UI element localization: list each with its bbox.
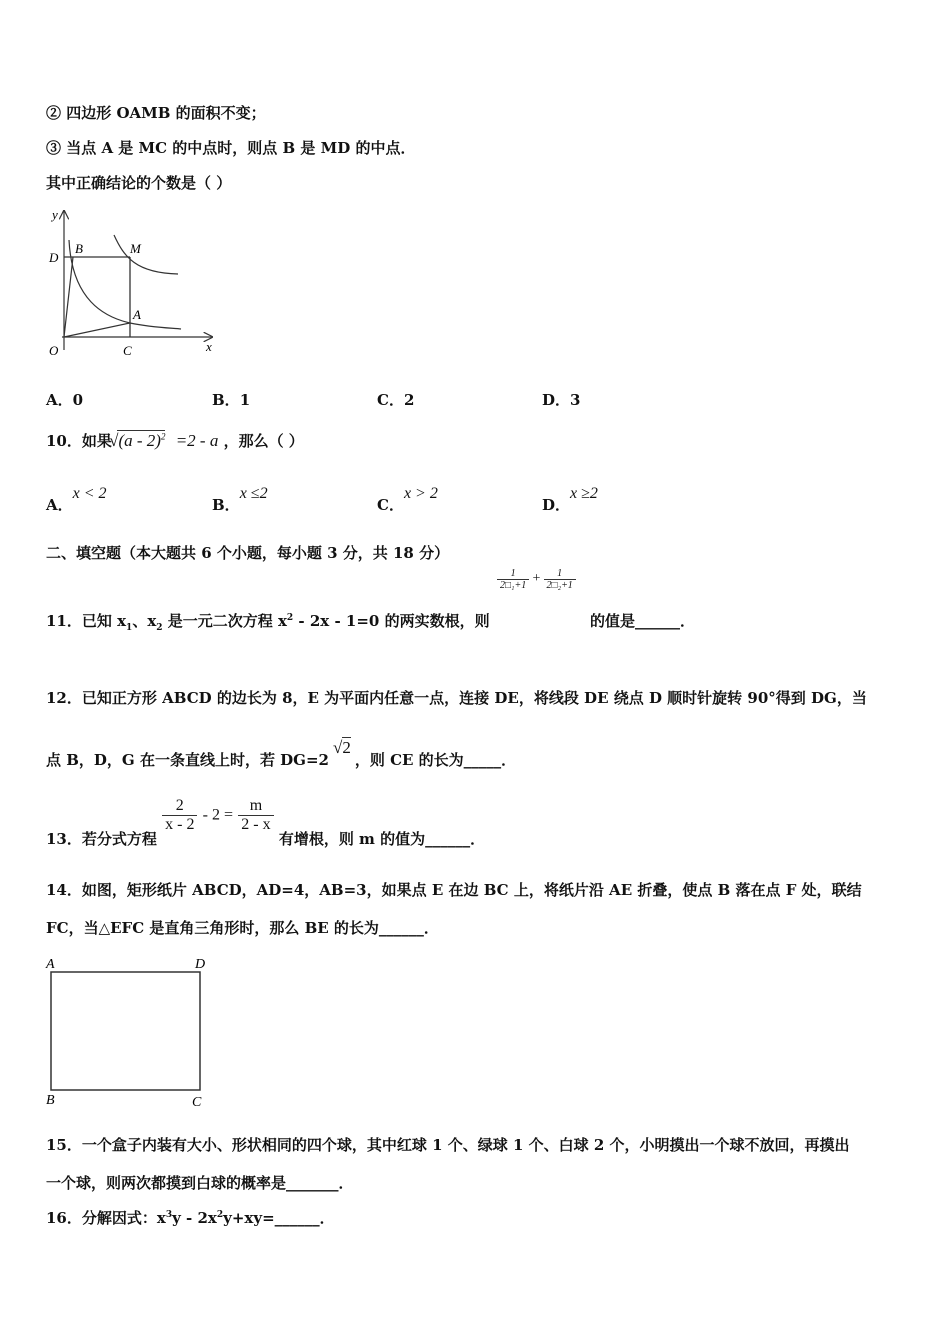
q11-fraction-expr: $\frac{1}{\text{2□₁+1}}$ + $\frac{1}{\text{2□₂+1}}$ bbox=[497, 568, 576, 591]
q10-option-b[interactable]: B．x ≤2 bbox=[212, 485, 268, 514]
label-A: A bbox=[133, 307, 141, 322]
label-C: C bbox=[192, 1095, 202, 1110]
q11-tail: 的值是______． bbox=[590, 612, 696, 630]
label-D: D bbox=[195, 957, 206, 972]
q10-option-c[interactable]: C．x > 2 bbox=[377, 485, 438, 514]
segment-OA bbox=[64, 323, 130, 337]
label-B: B bbox=[75, 241, 83, 256]
q14-figure bbox=[44, 955, 219, 1113]
q15-line-2: 一个球，则两次都摸到白球的概率是_______． bbox=[46, 1174, 354, 1192]
rectangle-ABCD bbox=[51, 972, 200, 1090]
curve-outer bbox=[114, 235, 178, 274]
q9-statement-3: ③ 当点 A 是 MC 的中点时，则点 B 是 MD 的中点． bbox=[46, 139, 416, 157]
q15-line-1: 15．一个盒子内装有大小、形状相同的四个球，其中红球 1 个、绿球 1 个、白球 2 个，小明摸出一个球不放回，再摸出 bbox=[46, 1136, 850, 1154]
q9-option-a[interactable]: A．0 bbox=[46, 391, 84, 409]
label-B: B bbox=[46, 1093, 55, 1108]
label-y: y bbox=[52, 207, 58, 222]
q10-option-a[interactable]: A．x < 2 bbox=[46, 485, 107, 514]
q13-question: 13．若分式方程 $\frac{2}{x - 2}$ - 2 = $\frac{m}{2 - x}$ 有增根，则 m 的值为______． bbox=[46, 797, 486, 848]
q9-question: 其中正确结论的个数是（ ） bbox=[46, 174, 232, 192]
q10-option-d[interactable]: D．x ≥2 bbox=[542, 485, 598, 514]
q14-line-2: FC，当△EFC 是直角三角形时，那么 BE 的长为______． bbox=[46, 919, 439, 937]
label-D: D bbox=[49, 250, 59, 265]
segment-OB bbox=[64, 257, 73, 337]
label-M: M bbox=[130, 241, 141, 256]
label-C: C bbox=[123, 343, 132, 358]
q16-question: 16．分解因式：$x^3y$ - $2x^2y+xy=\_\_\_\_\_\_$． bbox=[46, 1209, 335, 1227]
q12-line-2: 点 B，D，G 在一条直线上时，若 DG=2√2，则 CE 的长为_____． bbox=[46, 738, 517, 769]
label-A: A bbox=[46, 957, 55, 972]
q9-option-d[interactable]: D．3 bbox=[542, 391, 581, 409]
section-2-heading: 二、填空题（本大题共 6 个小题，每小题 3 分，共 18 分） bbox=[46, 544, 450, 562]
label-O: O bbox=[49, 343, 59, 358]
q11-question: 11．已知 $x_1$、$x_2$ 是一元二次方程 $x^2 - 2x - 1=0$ 的两实数根，则 bbox=[46, 612, 490, 633]
q12-line-1: 12．已知正方形 ABCD 的边长为 8，E 为平面内任意一点，连接 DE，将线段 DE 绕点 D 顺时针旋转 90°得到 DG，当 bbox=[46, 689, 867, 707]
label-x: x bbox=[206, 339, 212, 354]
q9-statement-2: ② 四边形 OAMB 的面积不变； bbox=[46, 104, 266, 122]
q10-question: 10．如果 √(a - 2)$^2$ =2 - a ，那么（ ） bbox=[46, 431, 304, 450]
q9-option-c[interactable]: C．2 bbox=[377, 391, 415, 409]
q9-option-b[interactable]: B．1 bbox=[212, 391, 251, 409]
q14-line-1: 14．如图，矩形纸片 ABCD，AD=4，AB=3，如果点 E 在边 BC 上，将纸片沿 AE 折叠，使点 B 落在点 F 处，联结 bbox=[46, 881, 862, 899]
q9-figure bbox=[44, 205, 219, 363]
